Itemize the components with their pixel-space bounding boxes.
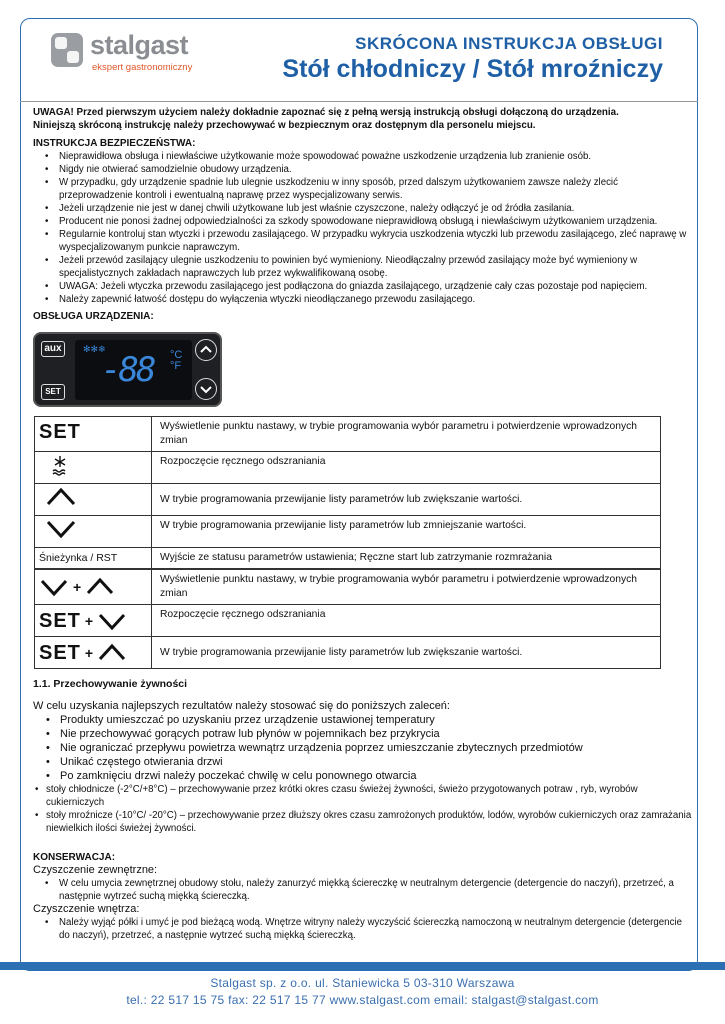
panel-up-button [195,339,217,361]
table-row [35,516,661,548]
panel-down-button [195,378,217,400]
list-item: • Unikać częstego otwierania drzwi [33,755,693,769]
safety-heading: INSTRUKCJA BEZPIECZEŃSTWA: [33,138,196,149]
storage-list [33,713,693,783]
symbol-cell [35,417,152,452]
storage-intro: W celu uzyskania najlepszych rezultatów należy stosować się do poniższych zaleceń: [33,700,450,712]
combinations-table [34,569,661,669]
up-arrow-icon [196,340,216,360]
description-cell: Wyświetlenie punktu nastawy, w trybie programowania wybór parametru i potwierdzenie wprowadzonych zmian [152,417,661,452]
list-item: • Jeżeli urządzenie nie jest w danej chwili użytkowane lub jest właśnie czyszczone, należy odłączyć je od źródła zasilania. [33,202,693,215]
down-arrow-icon [45,518,77,540]
up-arrow-icon [97,643,127,663]
up-arrow-icon [85,577,115,597]
inside-cleaning-list [33,916,693,942]
list-item: • UWAGA: Jeżeli wtyczka przewodu zasilającego jest podłączona do gniazda zasilającego, urządzenie cały czas pozostaje pod napięciem. [33,280,693,293]
set-symbol: SET [39,641,81,664]
symbol-cell [35,570,152,605]
brand-name: stalgast [90,30,189,60]
list-item: • stoły mroźnicze (-10°C/ -20°C) – przechowywanie przez dłuższy okres czasu zamrożonych produktów, lodów, wyrobów cukierniczych oraz zamrażania niewielkich ilości świeżej żywności. [33,809,693,835]
buttons-table [34,416,661,569]
warning-line-2: Niniejszą skróconą instrukcję należy przechowywać w bezpiecznym oraz dostępnym dla personelu miejscu. [33,120,536,131]
brand-tagline: ekspert gastronomiczny [92,62,193,73]
inside-cleaning-label: Czyszczenie wnętrza: [33,903,140,915]
plus-sign: + [84,644,94,661]
display-units [170,350,182,372]
up-arrow-icon [45,486,77,508]
list-item: • Po zamknięciu drzwi należy poczekać chwilę w celu ponownego otwarcia [33,769,693,783]
combo-symbol [39,643,147,663]
controller-display [75,340,192,400]
description-cell: Rozpoczęcie ręcznego odszraniania [152,452,661,484]
document-title: Stół chłodniczy / Stół mroźniczy [282,55,663,83]
down-arrow-icon [39,577,69,597]
description-cell: W trybie programowania przewijanie listy parametrów lub zwiększanie wartości. [152,637,661,669]
symbol-cell [35,605,152,637]
stalgast-logo-icon [50,32,84,68]
down-arrow-icon [196,379,216,399]
snowflake-indicator-icon: ✻✻❄ [83,344,106,354]
storage-section [33,678,693,835]
operation-heading: OBSŁUGA URZĄDZENIA: [33,311,154,322]
symbol-cell [35,516,152,548]
footer-contact: tel.: 22 517 15 75 fax: 22 517 15 77 www.stalgast.com email: stalgast@stalgast.com [126,993,599,1007]
controller-panel [33,332,222,407]
list-item: • Nie przechowywać gorących potraw lub płynów w pojemnikach bez przykrycia [33,727,693,741]
symbol-cell [35,484,152,516]
warning-block [33,106,693,132]
description-cell: Wyświetlenie punktu nastawy, w trybie programowania wybór parametru i potwierdzenie wprowadzonych zmian [152,570,661,605]
defrost-icon [49,454,71,476]
list-item: • W przypadku, gdy urządzenie spadnie lub ulegnie uszkodzeniu w inny sposób, przed dalszym użytkowaniem zawsze należy zlecić przeprowadzenie kontroli i ewentualną naprawę przez wyspecjalizowany serwis. [33,176,693,202]
display-digits: -88 [101,350,154,390]
plus-sign: + [73,579,82,595]
combo-symbol [39,611,147,631]
safety-list [33,150,693,306]
list-item: • Należy wyjąć półki i umyć je pod bieżącą wodą. Wnętrze witryny należy wyczyścić ściereczką namoczoną w neutralnym detergencie (detergencie do naczyń), przetrzeć, a następnie wytrzeć suchą miękką ściereczką. [33,916,693,942]
table-row [35,484,661,516]
list-item: • Regularnie kontroluj stan wtyczki i przewodu zasilającego. W przypadku wykrycia uszkodzenia wtyczki lub przewodu zasilającego, zleć naprawę w wyspecjalizowanym punkcie naprawczym. [33,228,693,254]
unit-fahrenheit: °F [170,360,182,372]
maintenance-heading: KONSERWACJA: [33,852,116,863]
table-row [35,417,661,452]
list-item: • W celu umycia zewnętrznej obudowy stołu, należy zanurzyć miękką ściereczkę w neutralnym detergencie (detergencie do naczyń), przetrzeć, a następnie wytrzeć suchą miękką ściereczką. [33,877,693,903]
table-row [35,548,661,569]
symbol-cell [35,637,152,669]
list-item: • Nieprawidłowa obsługa i niewłaściwe użytkowanie może spowodować poważne uszkodzenie urządzenia lub zranienie osób. [33,150,693,163]
symbol-cell [35,452,152,484]
document-subtitle: SKRÓCONA INSTRUKCJA OBSŁUGI [355,34,663,53]
set-symbol: SET [39,421,81,443]
description-cell: W trybie programowania przewijanie listy parametrów lub zmniejszanie wartości. [152,516,661,548]
list-item: • Produkty umieszczać po uzyskaniu przez urządzenie ustawionej temperatury [33,713,693,727]
table-row [35,605,661,637]
list-item: • Jeżeli przewód zasilający ulegnie uszkodzeniu to powinien być wymieniony. Nieodłączalny przewód zasilający może być wymieniony w specjalistycznych zakładach naprawczych lub przez wykwalifikowaną osobę. [33,254,693,280]
header-divider [20,101,698,102]
list-item: • Producent nie ponosi żadnej odpowiedzialności za szkody spowodowane nieprawidłową obsługą i niewłaściwym użytkowaniem urządzenia. [33,215,693,228]
down-arrow-icon [97,611,127,631]
list-item: • Nigdy nie otwierać samodzielnie obudowy urządzenia. [33,163,693,176]
combo-symbol [39,577,147,597]
description-cell: Wyjście ze statusu parametrów ustawienia; Ręczne start lub zatrzymanie rozmrażania [152,548,661,569]
set-symbol: SET [39,609,81,632]
list-item: • Nie ograniczać przepływu powietrza wewnątrz urządzenia poprzez umieszczanie zbytecznych przedmiotów [33,741,693,755]
outside-cleaning-list [33,877,693,903]
table-row [35,452,661,484]
maintenance-section [33,851,693,942]
description-cell: W trybie programowania przewijanie listy parametrów lub zwiększanie wartości. [152,484,661,516]
set-button: SET [41,384,65,400]
storage-types-list [33,783,693,835]
description-cell: Rozpoczęcie ręcznego odszraniania [152,605,661,637]
footer-bar [0,962,725,970]
list-item: • stoły chłodnicze (-2°C/+8°C) – przechowywanie przez krótki okres czasu świeżej żywności, świeżo przygotowanych potraw , ryb, wyrobów cukierniczych [33,783,693,809]
safety-section [33,137,693,323]
outside-cleaning-label: Czyszczenie zewnętrzne: [33,864,158,876]
warning-line-1: UWAGA! Przed pierwszym użyciem należy dokładnie zapoznać się z pełną wersją instrukcją obsługi dołączoną do urządzenia. [33,107,619,118]
aux-button: aux [41,341,65,357]
brand-logo [50,30,230,80]
storage-heading: 1.1. Przechowywanie żywności [33,678,188,690]
unit-celsius: °C [170,349,183,361]
table-row [35,570,661,605]
symbol-cell: Śnieżynka / RST [35,548,152,569]
table-row [35,637,661,669]
footer-address: Stalgast sp. z o.o. ul. Staniewicka 5 03-310 Warszawa [210,976,515,990]
list-item: • Należy zapewnić łatwość dostępu do wyłączenia wtyczki nieodłączanego przewodu zasilającego. [33,293,693,306]
plus-sign: + [84,612,94,629]
